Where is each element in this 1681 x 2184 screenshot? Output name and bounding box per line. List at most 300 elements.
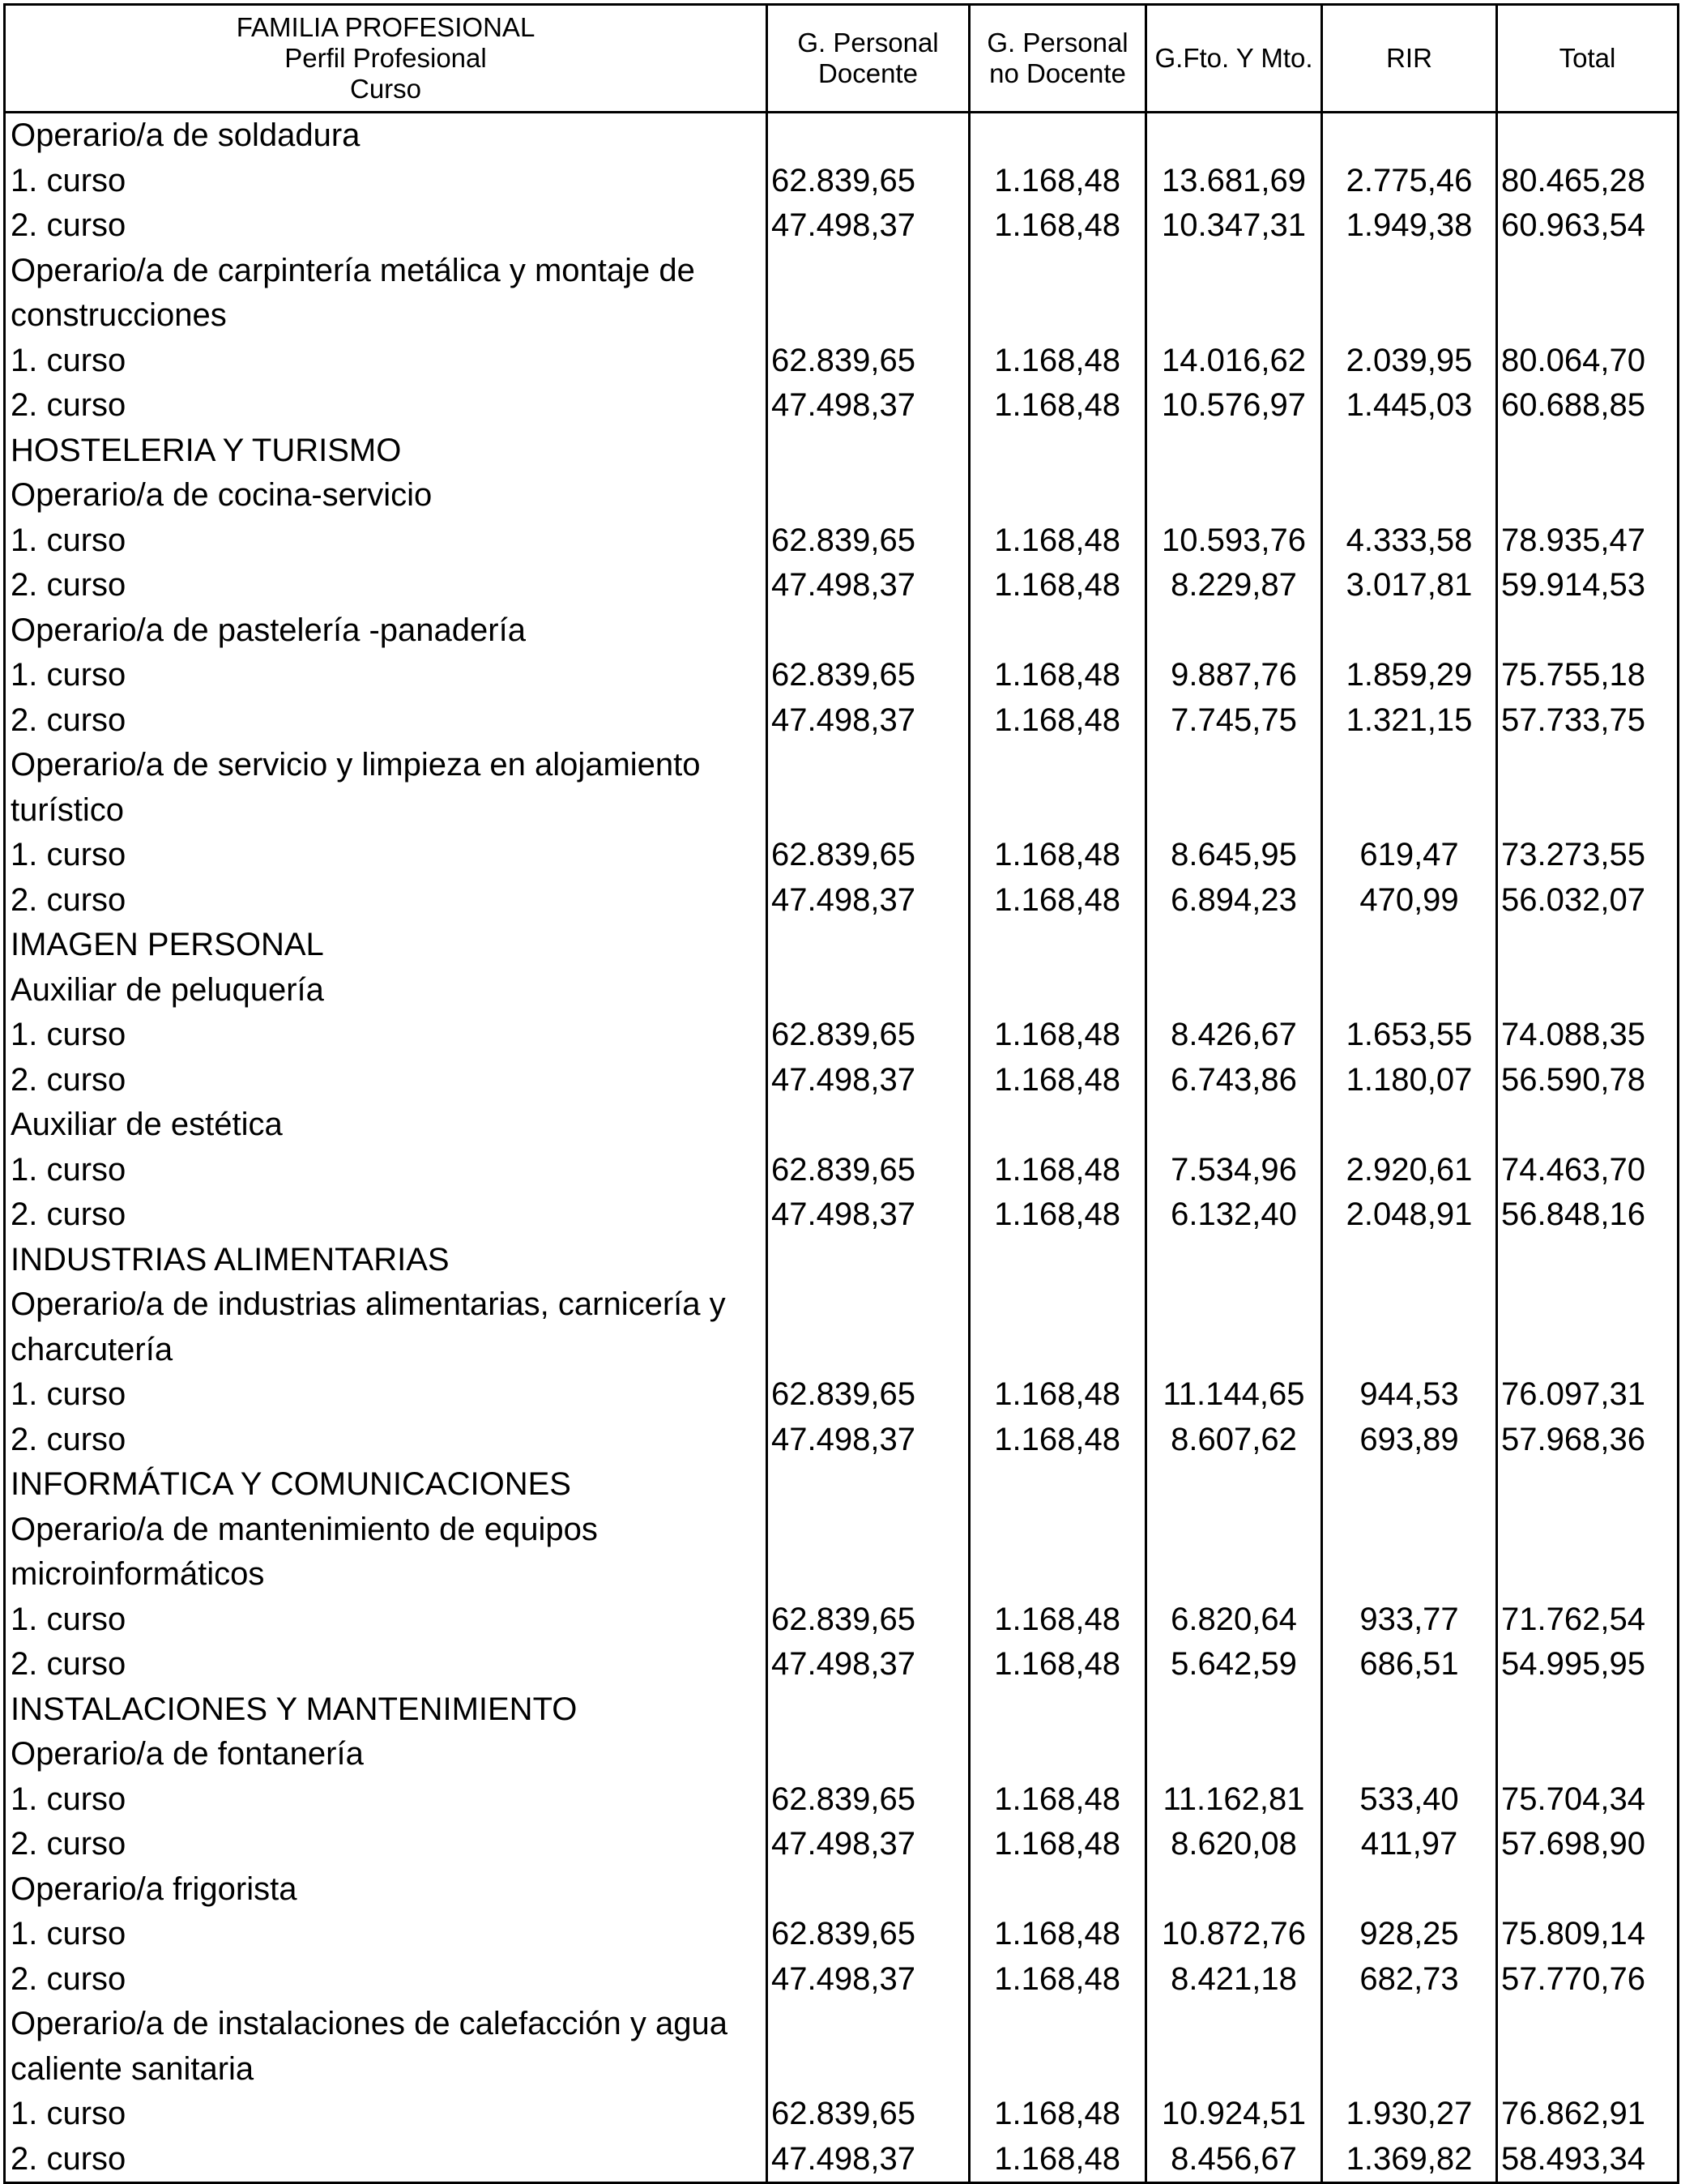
cell-total: 56.590,78 xyxy=(1497,1058,1679,1103)
cell-personal-no-docente xyxy=(970,1687,1146,1733)
cell-total xyxy=(1497,293,1679,339)
cell-personal-no-docente xyxy=(970,1508,1146,1553)
cell-personal-no-docente xyxy=(970,743,1146,788)
cell-fto-mto xyxy=(1146,1103,1322,1148)
cell-total xyxy=(1497,1238,1679,1283)
table-row xyxy=(5,1687,1679,1733)
cell-total xyxy=(1497,1687,1679,1733)
cell-rir: 686,51 xyxy=(1322,1642,1497,1687)
cell-fto-mto: 7.745,75 xyxy=(1146,698,1322,744)
cell-total xyxy=(1497,429,1679,474)
cell-personal-docente xyxy=(767,968,970,1013)
table-row xyxy=(5,1642,1679,1687)
cell-fto-mto: 10.924,51 xyxy=(1146,2092,1322,2137)
table-row xyxy=(5,833,1679,878)
row-label: Auxiliar de peluquería xyxy=(5,968,767,1013)
cell-personal-docente xyxy=(767,1552,970,1597)
cell-personal-no-docente xyxy=(970,429,1146,474)
cell-total: 75.704,34 xyxy=(1497,1777,1679,1823)
cell-rir xyxy=(1322,1867,1497,1913)
table-row xyxy=(5,1148,1679,1193)
header-familia-profesional: FAMILIA PROFESIONAL Perfil Profesional Curso xyxy=(5,5,767,113)
table-row xyxy=(5,1777,1679,1823)
cell-fto-mto xyxy=(1146,1462,1322,1508)
cell-fto-mto: 13.681,69 xyxy=(1146,159,1322,204)
row-label: 2. curso xyxy=(5,1418,767,1463)
cell-personal-docente: 62.839,65 xyxy=(767,833,970,878)
cell-personal-docente: 47.498,37 xyxy=(767,2137,970,2183)
table-row xyxy=(5,1867,1679,1913)
table-row xyxy=(5,923,1679,968)
row-label: 1. curso xyxy=(5,518,767,564)
cell-fto-mto xyxy=(1146,1732,1322,1777)
cell-personal-docente: 47.498,37 xyxy=(767,1642,970,1687)
cell-total: 57.968,36 xyxy=(1497,1418,1679,1463)
cell-total: 71.762,54 xyxy=(1497,1597,1679,1643)
cell-total xyxy=(1497,788,1679,834)
cell-personal-docente xyxy=(767,1508,970,1553)
row-label: 2. curso xyxy=(5,1822,767,1867)
cell-fto-mto: 6.894,23 xyxy=(1146,878,1322,924)
cell-personal-no-docente: 1.168,48 xyxy=(970,1597,1146,1643)
cell-personal-docente: 47.498,37 xyxy=(767,1822,970,1867)
table-row xyxy=(5,473,1679,518)
cell-personal-docente xyxy=(767,1328,970,1373)
cell-personal-docente: 62.839,65 xyxy=(767,2092,970,2137)
cell-total xyxy=(1497,249,1679,294)
cell-fto-mto: 9.887,76 xyxy=(1146,653,1322,698)
cell-personal-docente xyxy=(767,1732,970,1777)
table-row xyxy=(5,1328,1679,1373)
table-row xyxy=(5,1192,1679,1238)
table-row xyxy=(5,1462,1679,1508)
row-label: 2. curso xyxy=(5,563,767,608)
cell-fto-mto xyxy=(1146,429,1322,474)
cell-total: 76.862,91 xyxy=(1497,2092,1679,2137)
table-row xyxy=(5,1957,1679,2003)
cell-fto-mto: 10.347,31 xyxy=(1146,203,1322,249)
header-total: Total xyxy=(1497,5,1679,113)
cell-rir xyxy=(1322,1103,1497,1148)
header-rir: RIR xyxy=(1322,5,1497,113)
cell-fto-mto: 6.132,40 xyxy=(1146,1192,1322,1238)
cell-total: 80.465,28 xyxy=(1497,159,1679,204)
cell-personal-no-docente: 1.168,48 xyxy=(970,1418,1146,1463)
row-label: Operario/a de cocina-servicio xyxy=(5,473,767,518)
cost-table xyxy=(3,3,1679,2184)
cell-personal-docente: 62.839,65 xyxy=(767,1777,970,1823)
cell-total: 75.809,14 xyxy=(1497,1912,1679,1957)
cell-total xyxy=(1497,923,1679,968)
row-label: 1. curso xyxy=(5,1777,767,1823)
table-row xyxy=(5,698,1679,744)
cell-total xyxy=(1497,1282,1679,1328)
cell-total: 60.688,85 xyxy=(1497,383,1679,429)
cell-fto-mto xyxy=(1146,113,1322,159)
cell-total xyxy=(1497,113,1679,159)
cell-rir: 1.930,27 xyxy=(1322,2092,1497,2137)
row-label: Operario/a frigorista xyxy=(5,1867,767,1913)
cell-personal-no-docente: 1.168,48 xyxy=(970,1013,1146,1058)
cell-rir: 944,53 xyxy=(1322,1372,1497,1418)
cell-total: 78.935,47 xyxy=(1497,518,1679,564)
cell-total: 54.995,95 xyxy=(1497,1642,1679,1687)
cell-personal-no-docente: 1.168,48 xyxy=(970,698,1146,744)
cell-personal-no-docente: 1.168,48 xyxy=(970,1372,1146,1418)
cell-rir: 2.775,46 xyxy=(1322,159,1497,204)
table-row xyxy=(5,968,1679,1013)
cell-rir: 1.180,07 xyxy=(1322,1058,1497,1103)
cell-fto-mto: 10.872,76 xyxy=(1146,1912,1322,1957)
row-label: 1. curso xyxy=(5,1148,767,1193)
cell-personal-no-docente xyxy=(970,968,1146,1013)
cell-fto-mto: 10.576,97 xyxy=(1146,383,1322,429)
cell-rir xyxy=(1322,1687,1497,1733)
cell-rir: 933,77 xyxy=(1322,1597,1497,1643)
table-row xyxy=(5,159,1679,204)
cell-rir: 470,99 xyxy=(1322,878,1497,924)
cell-personal-docente: 62.839,65 xyxy=(767,1597,970,1643)
cell-total xyxy=(1497,743,1679,788)
cell-personal-no-docente: 1.168,48 xyxy=(970,563,1146,608)
cell-rir xyxy=(1322,788,1497,834)
cell-rir: 619,47 xyxy=(1322,833,1497,878)
cell-fto-mto xyxy=(1146,1867,1322,1913)
table-row xyxy=(5,1103,1679,1148)
table-row xyxy=(5,2002,1679,2047)
cell-personal-docente xyxy=(767,249,970,294)
cell-personal-docente: 47.498,37 xyxy=(767,698,970,744)
cell-personal-no-docente xyxy=(970,113,1146,159)
cell-personal-docente xyxy=(767,1867,970,1913)
cell-rir xyxy=(1322,1238,1497,1283)
cell-personal-no-docente: 1.168,48 xyxy=(970,159,1146,204)
cell-personal-docente: 62.839,65 xyxy=(767,653,970,698)
cell-total xyxy=(1497,1103,1679,1148)
table-body xyxy=(5,113,1679,2183)
cell-total xyxy=(1497,473,1679,518)
cell-personal-no-docente xyxy=(970,1282,1146,1328)
header-personal-docente: G. Personal Docente xyxy=(767,5,970,113)
cell-fto-mto: 6.743,86 xyxy=(1146,1058,1322,1103)
cell-fto-mto xyxy=(1146,743,1322,788)
row-label: INSTALACIONES Y MANTENIMIENTO xyxy=(5,1687,767,1733)
cell-personal-no-docente xyxy=(970,1867,1146,1913)
cell-total: 76.097,31 xyxy=(1497,1372,1679,1418)
cell-personal-docente xyxy=(767,1282,970,1328)
cell-personal-no-docente: 1.168,48 xyxy=(970,2092,1146,2137)
cell-rir xyxy=(1322,1552,1497,1597)
cell-fto-mto xyxy=(1146,788,1322,834)
cell-fto-mto xyxy=(1146,1328,1322,1373)
row-label: Operario/a de industrias alimentarias, carnicería y xyxy=(5,1282,767,1328)
cell-rir: 1.445,03 xyxy=(1322,383,1497,429)
cell-personal-docente xyxy=(767,608,970,654)
cell-fto-mto: 8.456,67 xyxy=(1146,2137,1322,2183)
table-row xyxy=(5,339,1679,384)
cell-total xyxy=(1497,1462,1679,1508)
cell-rir xyxy=(1322,249,1497,294)
cell-personal-docente: 47.498,37 xyxy=(767,563,970,608)
cell-personal-docente xyxy=(767,2047,970,2092)
cell-fto-mto: 8.229,87 xyxy=(1146,563,1322,608)
cell-personal-docente xyxy=(767,429,970,474)
row-label: 1. curso xyxy=(5,833,767,878)
cell-personal-docente: 47.498,37 xyxy=(767,1192,970,1238)
table-row xyxy=(5,518,1679,564)
cell-personal-no-docente: 1.168,48 xyxy=(970,1192,1146,1238)
cell-fto-mto xyxy=(1146,1687,1322,1733)
cell-personal-docente: 62.839,65 xyxy=(767,1148,970,1193)
cell-fto-mto xyxy=(1146,473,1322,518)
cell-personal-no-docente xyxy=(970,923,1146,968)
cell-fto-mto xyxy=(1146,2002,1322,2047)
cell-rir xyxy=(1322,293,1497,339)
cell-rir: 1.859,29 xyxy=(1322,653,1497,698)
table-row xyxy=(5,1732,1679,1777)
row-label: 1. curso xyxy=(5,1597,767,1643)
table-row xyxy=(5,1912,1679,1957)
row-label: Operario/a de instalaciones de calefacción y agua xyxy=(5,2002,767,2047)
cell-total: 73.273,55 xyxy=(1497,833,1679,878)
row-label: caliente sanitaria xyxy=(5,2047,767,2092)
row-label: 2. curso xyxy=(5,1192,767,1238)
cell-rir xyxy=(1322,1508,1497,1553)
cell-fto-mto xyxy=(1146,2047,1322,2092)
cell-personal-no-docente: 1.168,48 xyxy=(970,833,1146,878)
header-fto-mto: G.Fto. Y Mto. xyxy=(1146,5,1322,113)
cell-personal-no-docente: 1.168,48 xyxy=(970,1957,1146,2003)
cell-rir xyxy=(1322,2002,1497,2047)
cell-personal-no-docente xyxy=(970,788,1146,834)
row-label: Operario/a de servicio y limpieza en alojamiento xyxy=(5,743,767,788)
cell-fto-mto: 14.016,62 xyxy=(1146,339,1322,384)
cell-total: 58.493,34 xyxy=(1497,2137,1679,2183)
cell-rir xyxy=(1322,2047,1497,2092)
table-row xyxy=(5,1418,1679,1463)
cell-rir xyxy=(1322,1732,1497,1777)
row-label: IMAGEN PERSONAL xyxy=(5,923,767,968)
table-row xyxy=(5,1597,1679,1643)
cell-total: 74.088,35 xyxy=(1497,1013,1679,1058)
cell-total xyxy=(1497,2047,1679,2092)
row-label: 2. curso xyxy=(5,2137,767,2183)
cell-personal-no-docente: 1.168,48 xyxy=(970,1912,1146,1957)
row-label: 1. curso xyxy=(5,653,767,698)
cell-total: 60.963,54 xyxy=(1497,203,1679,249)
cell-fto-mto xyxy=(1146,1552,1322,1597)
cell-personal-docente xyxy=(767,788,970,834)
cell-personal-docente: 62.839,65 xyxy=(767,518,970,564)
table-row xyxy=(5,788,1679,834)
row-label: 1. curso xyxy=(5,159,767,204)
table-row xyxy=(5,293,1679,339)
row-label: Auxiliar de estética xyxy=(5,1103,767,1148)
cell-personal-docente: 62.839,65 xyxy=(767,339,970,384)
cell-personal-no-docente xyxy=(970,2047,1146,2092)
cell-total xyxy=(1497,1867,1679,1913)
cell-rir: 1.369,82 xyxy=(1322,2137,1497,2183)
row-label: INDUSTRIAS ALIMENTARIAS xyxy=(5,1238,767,1283)
cell-personal-no-docente: 1.168,48 xyxy=(970,339,1146,384)
row-label: 1. curso xyxy=(5,1013,767,1058)
cell-rir: 928,25 xyxy=(1322,1912,1497,1957)
table-row xyxy=(5,383,1679,429)
table-row xyxy=(5,203,1679,249)
cell-total: 56.032,07 xyxy=(1497,878,1679,924)
cell-rir xyxy=(1322,113,1497,159)
cell-personal-docente xyxy=(767,1462,970,1508)
cell-personal-no-docente xyxy=(970,1732,1146,1777)
cell-rir: 1.653,55 xyxy=(1322,1013,1497,1058)
cell-fto-mto xyxy=(1146,923,1322,968)
cell-fto-mto: 8.645,95 xyxy=(1146,833,1322,878)
row-label: 2. curso xyxy=(5,1642,767,1687)
cell-fto-mto xyxy=(1146,1282,1322,1328)
row-label: 2. curso xyxy=(5,878,767,924)
cell-personal-docente xyxy=(767,1687,970,1733)
cell-rir: 4.333,58 xyxy=(1322,518,1497,564)
row-label: Operario/a de soldadura xyxy=(5,113,767,159)
cell-personal-no-docente: 1.168,48 xyxy=(970,878,1146,924)
cell-fto-mto: 5.642,59 xyxy=(1146,1642,1322,1687)
cell-rir: 682,73 xyxy=(1322,1957,1497,2003)
cell-total: 80.064,70 xyxy=(1497,339,1679,384)
row-label: 1. curso xyxy=(5,339,767,384)
cell-personal-docente xyxy=(767,2002,970,2047)
cell-personal-docente: 62.839,65 xyxy=(767,1912,970,1957)
cell-personal-no-docente xyxy=(970,249,1146,294)
cell-total xyxy=(1497,1328,1679,1373)
table-row xyxy=(5,1058,1679,1103)
cell-personal-docente: 62.839,65 xyxy=(767,1013,970,1058)
cell-personal-no-docente: 1.168,48 xyxy=(970,653,1146,698)
row-label: 2. curso xyxy=(5,1058,767,1103)
table-row xyxy=(5,113,1679,159)
cell-personal-no-docente: 1.168,48 xyxy=(970,1058,1146,1103)
cell-fto-mto: 8.620,08 xyxy=(1146,1822,1322,1867)
cell-personal-no-docente xyxy=(970,293,1146,339)
row-label: HOSTELERIA Y TURISMO xyxy=(5,429,767,474)
cell-fto-mto xyxy=(1146,1238,1322,1283)
row-label: microinformáticos xyxy=(5,1552,767,1597)
row-label: 2. curso xyxy=(5,698,767,744)
cell-personal-docente: 47.498,37 xyxy=(767,1058,970,1103)
table-row xyxy=(5,429,1679,474)
row-label: charcutería xyxy=(5,1328,767,1373)
table-row xyxy=(5,1238,1679,1283)
cell-rir xyxy=(1322,429,1497,474)
table-row xyxy=(5,1282,1679,1328)
cell-personal-docente xyxy=(767,923,970,968)
cell-total xyxy=(1497,608,1679,654)
cell-personal-docente: 47.498,37 xyxy=(767,1957,970,2003)
cell-rir: 1.321,15 xyxy=(1322,698,1497,744)
cell-personal-docente xyxy=(767,473,970,518)
cell-personal-no-docente xyxy=(970,1552,1146,1597)
cell-fto-mto: 10.593,76 xyxy=(1146,518,1322,564)
row-label: 1. curso xyxy=(5,1372,767,1418)
cell-personal-no-docente xyxy=(970,1462,1146,1508)
cell-fto-mto: 7.534,96 xyxy=(1146,1148,1322,1193)
cell-personal-no-docente xyxy=(970,1103,1146,1148)
cell-rir: 2.920,61 xyxy=(1322,1148,1497,1193)
cell-personal-no-docente: 1.168,48 xyxy=(970,1822,1146,1867)
table-row xyxy=(5,2137,1679,2183)
table-row xyxy=(5,2047,1679,2092)
cell-personal-no-docente: 1.168,48 xyxy=(970,203,1146,249)
cell-fto-mto: 8.426,67 xyxy=(1146,1013,1322,1058)
row-label: 2. curso xyxy=(5,1957,767,2003)
cell-rir: 411,97 xyxy=(1322,1822,1497,1867)
cell-personal-docente: 62.839,65 xyxy=(767,159,970,204)
cell-personal-no-docente: 1.168,48 xyxy=(970,383,1146,429)
table-row xyxy=(5,878,1679,924)
cell-total xyxy=(1497,2002,1679,2047)
table-header-row xyxy=(5,5,1679,113)
cell-personal-docente: 47.498,37 xyxy=(767,878,970,924)
header-personal-no-docente: G. Personal no Docente xyxy=(970,5,1146,113)
cell-rir xyxy=(1322,743,1497,788)
cell-personal-docente: 47.498,37 xyxy=(767,203,970,249)
cell-rir xyxy=(1322,473,1497,518)
row-label: 1. curso xyxy=(5,2092,767,2137)
row-label: turístico xyxy=(5,788,767,834)
cell-fto-mto: 8.607,62 xyxy=(1146,1418,1322,1463)
cell-rir xyxy=(1322,1462,1497,1508)
row-label: construcciones xyxy=(5,293,767,339)
cell-total: 56.848,16 xyxy=(1497,1192,1679,1238)
cell-rir: 1.949,38 xyxy=(1322,203,1497,249)
cell-personal-docente: 47.498,37 xyxy=(767,383,970,429)
cell-total xyxy=(1497,1732,1679,1777)
row-label: 1. curso xyxy=(5,1912,767,1957)
table-row xyxy=(5,743,1679,788)
cell-personal-no-docente xyxy=(970,1238,1146,1283)
cell-personal-no-docente xyxy=(970,2002,1146,2047)
table-row xyxy=(5,563,1679,608)
cell-total: 57.698,90 xyxy=(1497,1822,1679,1867)
cell-personal-docente: 62.839,65 xyxy=(767,1372,970,1418)
cell-personal-no-docente: 1.168,48 xyxy=(970,2137,1146,2183)
cell-total xyxy=(1497,968,1679,1013)
table-row xyxy=(5,608,1679,654)
cell-personal-no-docente: 1.168,48 xyxy=(970,518,1146,564)
cell-fto-mto xyxy=(1146,608,1322,654)
table-row xyxy=(5,1822,1679,1867)
table-row xyxy=(5,249,1679,294)
row-label: Operario/a de carpintería metálica y montaje de xyxy=(5,249,767,294)
row-label: INFORMÁTICA Y COMUNICACIONES xyxy=(5,1462,767,1508)
cell-personal-no-docente xyxy=(970,608,1146,654)
row-label: Operario/a de mantenimiento de equipos xyxy=(5,1508,767,1553)
cell-rir: 2.039,95 xyxy=(1322,339,1497,384)
cell-total: 59.914,53 xyxy=(1497,563,1679,608)
cell-personal-docente xyxy=(767,113,970,159)
cell-total: 75.755,18 xyxy=(1497,653,1679,698)
cell-personal-docente: 47.498,37 xyxy=(767,1418,970,1463)
cell-fto-mto: 11.144,65 xyxy=(1146,1372,1322,1418)
cell-rir: 3.017,81 xyxy=(1322,563,1497,608)
cell-total xyxy=(1497,1552,1679,1597)
cell-fto-mto: 6.820,64 xyxy=(1146,1597,1322,1643)
cell-rir: 693,89 xyxy=(1322,1418,1497,1463)
cell-rir: 533,40 xyxy=(1322,1777,1497,1823)
cell-fto-mto xyxy=(1146,1508,1322,1553)
cell-fto-mto xyxy=(1146,293,1322,339)
cell-personal-docente xyxy=(767,743,970,788)
cell-personal-no-docente xyxy=(970,473,1146,518)
